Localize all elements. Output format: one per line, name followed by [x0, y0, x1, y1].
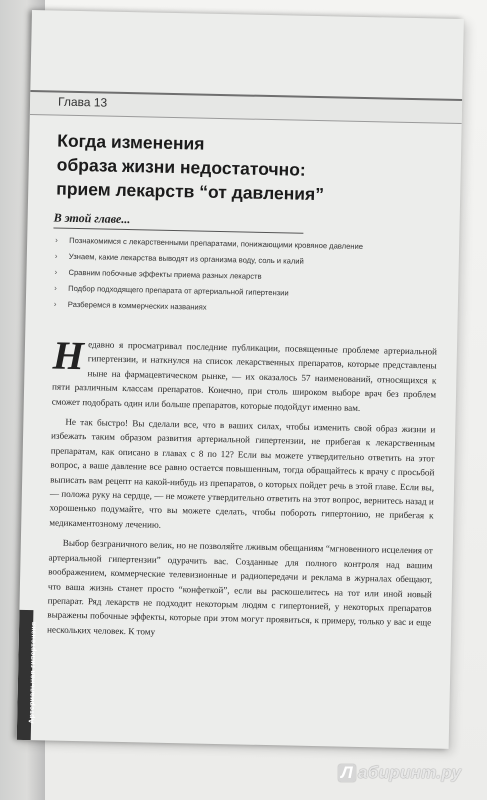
- paragraph: Выбор безграничного велик, но не позволяйте лживым обещаниям “мгновенного исцеления от артериальной гипертензии” одурачить вас. Созданные для полного контроля над вашим воображением, коммерческие телевизионные и радиопередачи и реклама в журналах обещают, что ваша жизнь станет просто “конфеткой”, если вы раскошелитесь на тот или иной новый препарат. Ряд лекарств не подходит некоторым людям с гипертонией, у некоторых препаратов выражены побочные эффекты, которые при этом могут проявиться, к примеру, только у вас и еще нескольких человек. К тому: [46, 538, 433, 637]
- list-item: › Сравним побочные эффекты приема разных лекарств: [54, 267, 262, 281]
- list-item: › Познакомимся с лекарственными препаратами, понижающими кровяное давление: [55, 235, 364, 251]
- book-page: [17, 10, 464, 749]
- arrow-bullet-icon: ›: [53, 299, 57, 309]
- in-this-chapter-heading: В этой главе...: [53, 211, 303, 234]
- arrow-bullet-icon: ›: [55, 235, 58, 245]
- list-item: › Узнаем, какие лекарства выводят из организма воду, соль и калий: [54, 251, 304, 266]
- list-item: › Подбор подходящего препарата от артериальной гипертензии: [54, 283, 289, 298]
- section-tab-label: Артериальная гипертензия: [28, 621, 38, 724]
- chapter-overview-list: [54, 235, 406, 322]
- paragraph: Недавно я просматривал последние публикации, посвященные проблеме артериальной гипертензии, и наткнулся на список лекарственных препаратов, которые представлены ныне на фармацевтическом рынке, — их оказалось 57 наименований, относящихся к пяти различным классам препаратов. Конечно, при столь широком выборе врач без проблем сможет подобрать один или больше препаратов, которые подойдут именно вам.: [51, 332, 438, 413]
- labirint-watermark: [338, 763, 461, 783]
- chapter-title: [56, 129, 437, 209]
- drop-cap: Н: [52, 332, 85, 379]
- list-item: › Разберемся в коммерческих названиях: [53, 299, 207, 312]
- title-line: Когда изменения: [57, 130, 205, 154]
- title-line: образа жизни недостаточно:: [56, 154, 306, 180]
- chapter-label: Глава 13: [57, 94, 108, 110]
- title-line: прием лекарств “от давления”: [56, 178, 325, 205]
- labirint-logo-icon: Л: [338, 764, 356, 782]
- arrow-bullet-icon: ›: [54, 267, 58, 277]
- paragraph: Не так быстро! Вы сделали все, что в ваших силах, чтобы изменить свой образ жизни и избежать таким образом развития артериальной гипертензии, не прибегая к лекарственным препаратам, как описано в главах с 8 по 12? Если вы можете утвердительно ответить на этот вопрос, а ваше давление все равно остается повышенным, тогда обращайтесь к врачу с просьбой выписать вам рецепт на какой-нибудь из препаратов, о которых пойдет речь в этой главе. Если вы, — положа руку на сердце, — не можете утвердительно ответить на этот вопрос, вернитесь назад и хорошенько подумайте, что вы можете сделать, чтобы побороть гипертонию, не прибегая к медикаментозному лечению.: [49, 416, 436, 530]
- arrow-bullet-icon: ›: [54, 251, 58, 261]
- section-tab: [17, 610, 38, 740]
- watermark-text: абиринт.ру: [358, 763, 462, 782]
- arrow-bullet-icon: ›: [54, 283, 57, 293]
- body-text: [46, 332, 438, 651]
